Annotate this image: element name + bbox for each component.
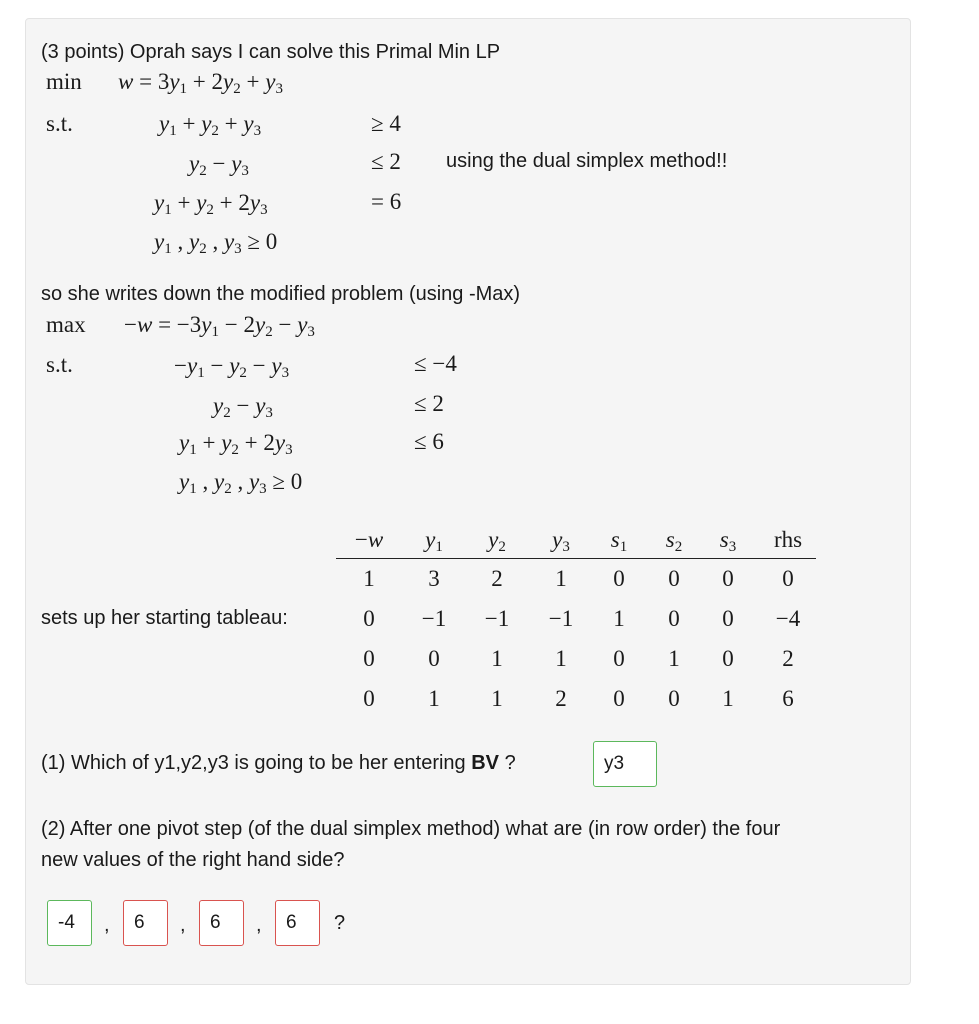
tableau-cell-r3-s2: 1 [668,646,680,671]
primal-objective: $w = 3y_1 + 2y_2 + y_3$ [118,69,283,97]
tableau-cell-r3-rhs: 2 [782,646,794,671]
tableau-cell-r3-y3: 1 [555,646,567,671]
dual-constraint-2-lhs: $y_2 - y_3$ [213,393,273,421]
modified-text: so she writes down the modified problem (using -Max) [41,283,521,305]
primal-nonnegativity: $y_1$ , $y_2$ , $y_3 \ge 0$ [154,229,278,257]
tableau-cell-r1-y1: 3 [428,566,440,591]
tableau-cell-r2-w: 0 [363,606,375,631]
tableau-header-s1: $s_1$ [610,527,628,555]
tableau-header-w: −w [354,527,384,552]
primal-constraint-1-rhs: ≥ 4 [371,111,401,136]
tableau-cell-r3-s1: 0 [613,646,625,671]
answer-2-rhs-1-input[interactable]: -4 [47,900,92,946]
dual-nonnegativity: $y_1$ , $y_2$ , $y_3 \ge 0$ [179,469,303,497]
tableau-header-y3: $y_3$ [552,527,570,555]
tableau-header-s3: $s_3$ [719,527,737,555]
dual-constraint-1-lhs: $-y_1 - y_2 - y_3$ [174,353,290,381]
tableau-cell-r4-w: 0 [363,686,375,711]
tableau-cell-r1-s1: 0 [613,566,625,591]
question-1-text: (1) Which of y1,y2,y3 is going to be her entering [41,752,472,774]
primal-constraint-2-rhs: ≤ 2 [371,149,401,174]
dual-max-label: max [46,312,86,337]
question-2-line-2: new values of the right hand side? [41,849,345,871]
dual-st-label: s.t. [46,352,73,377]
tableau-cell-r4-y1: 1 [428,686,440,711]
tableau-text: sets up her starting tableau: [41,607,288,629]
tableau-header-rule [336,558,816,559]
separator-3: , [256,914,262,936]
tableau-cell-r4-s1: 0 [613,686,625,711]
tableau-cell-r1-s2: 0 [668,566,680,591]
dual-constraint-3-rhs: ≤ 6 [414,429,444,454]
dual-objective: $-w = -3y_1 - 2y_2 - y_3$ [124,312,315,340]
question-2-end: ? [334,912,346,934]
tableau-header-s2: $s_2$ [665,527,683,555]
tableau-cell-r4-y2: 1 [491,686,503,711]
answer-2-rhs-2-input[interactable]: 6 [123,900,168,946]
question-1-mark: ? [499,752,516,774]
tableau-header-y2: $y_2$ [488,527,506,555]
primal-constraint-2-lhs: $y_2 - y_3$ [189,151,249,179]
question-panel [25,18,911,985]
primal-constraint-3-lhs: $y_1 + y_2 + 2y_3$ [154,190,268,218]
dual-constraint-1-rhs: ≤ −4 [414,351,457,376]
intro-text: (3 points) Oprah says I can solve this Primal Min LP [41,41,501,63]
dual-constraint-2-rhs: ≤ 2 [414,391,444,416]
tableau-cell-r1-y2: 2 [491,566,503,591]
tableau-cell-r2-s1: 1 [613,606,625,631]
separator-1: , [104,914,110,936]
answer-2-rhs-3-input[interactable]: 6 [199,900,244,946]
tableau-cell-r4-s2: 0 [668,686,680,711]
tableau-header-rhs: rhs [773,527,803,552]
primal-min-label: min [46,69,82,94]
separator-2: , [180,914,186,936]
tableau-cell-r2-rhs: −4 [775,606,801,631]
tableau-cell-r1-w: 1 [363,566,375,591]
tableau-cell-r4-s3: 1 [722,686,734,711]
tableau-cell-r3-y2: 1 [491,646,503,671]
tableau-cell-r3-w: 0 [363,646,375,671]
tableau-header-y1: $y_1$ [425,527,443,555]
tableau-cell-r1-rhs: 0 [782,566,794,591]
answer-1-input[interactable]: y3 [593,741,657,787]
tableau-cell-r3-y1: 0 [428,646,440,671]
tableau-cell-r4-y3: 2 [555,686,567,711]
dual-constraint-3-lhs: $y_1 + y_2 + 2y_3$ [179,430,293,458]
question-2-line-1: (2) After one pivot step (of the dual simplex method) what are (in row order) the four [41,818,781,840]
tableau-cell-r2-y2: −1 [484,606,510,631]
tableau-cell-r2-s2: 0 [668,606,680,631]
primal-constraint-3-rhs: = 6 [371,189,402,214]
primal-constraint-1-lhs: $y_1 + y_2 + y_3$ [159,111,262,139]
tableau-cell-r2-s3: 0 [722,606,734,631]
using-dual-text: using the dual simplex method!! [446,150,728,172]
tableau-cell-r1-y3: 1 [555,566,567,591]
question-1-bold: BV [471,752,500,774]
question-1 [41,752,516,775]
tableau-cell-r1-s3: 0 [722,566,734,591]
tableau-cell-r2-y1: −1 [421,606,447,631]
primal-st-label: s.t. [46,111,73,136]
tableau-cell-r2-y3: −1 [548,606,574,631]
tableau-cell-r3-s3: 0 [722,646,734,671]
answer-2-rhs-4-input[interactable]: 6 [275,900,320,946]
tableau-cell-r4-rhs: 6 [782,686,794,711]
